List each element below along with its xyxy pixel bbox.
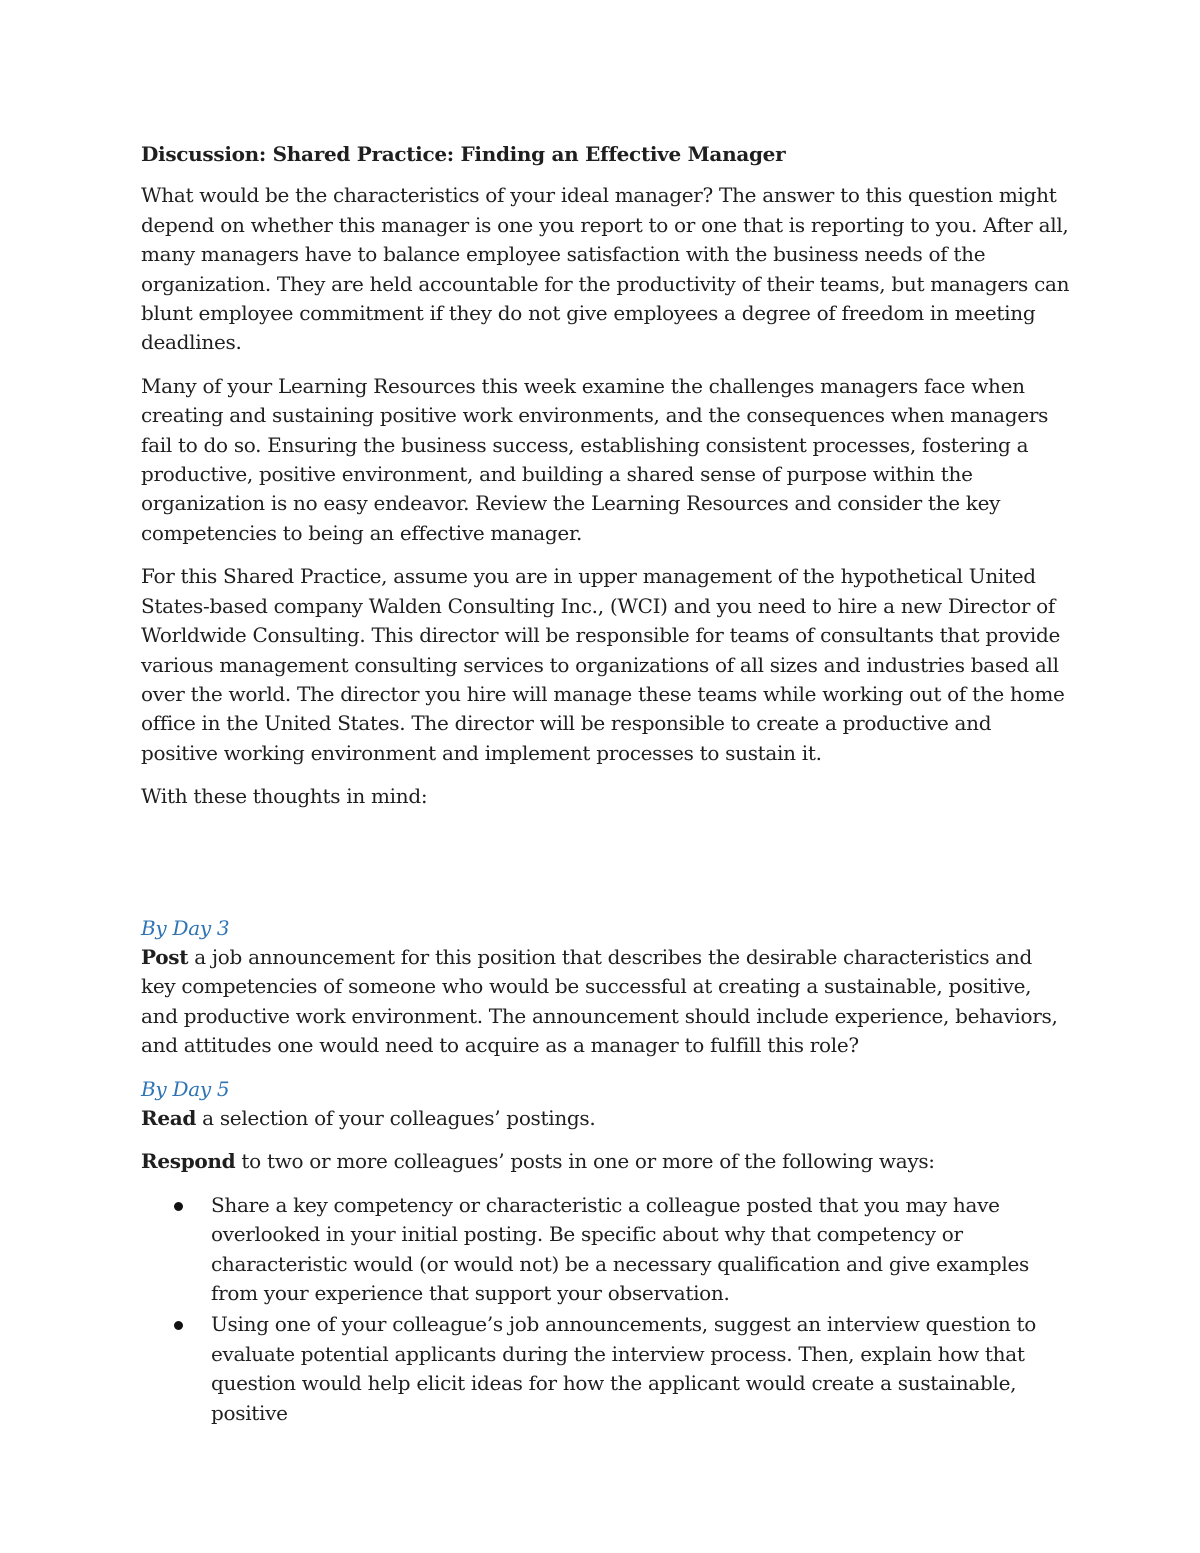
day5-respond <box>141 1147 1071 1176</box>
intro-paragraph-4: With these thoughts in mind: <box>141 784 428 809</box>
list-item-text: Using one of your colleague’s job announcements, suggest an interview question to evaluate potential applicants during the interview process. Then, explain how that question would help elicit ideas for how the applicant would create a sustainable, positive <box>211 1312 1036 1425</box>
intro-paragraph-3: For this Shared Practice, assume you are in upper management of the hypothetical United States-based company Walden Consulting Inc., (WCI) and you need to hire a new Director of Worldwide Consulting. This director will be responsible for teams of consultants that provide various management consulting services to organizations of all sizes and industries based all over the world. The director you hire will manage these teams while working out of the home office in the United States. The director will be responsible to create a productive and positive working environment and implement processes to sustain it. <box>141 564 1065 765</box>
day3-text: a job announcement for this position that describes the desirable characteristics and key competencies of someone who would be successful at creating a sustainable, positive, and productive work environment. The announcement should include experience, behaviors, and attitudes one would need to acquire as a manager to fulfill this role? <box>141 944 1058 1058</box>
list-item <box>141 1191 1071 1309</box>
day5-heading: By Day 5 <box>141 1076 230 1101</box>
document-page <box>141 140 1071 1430</box>
response-options-list <box>141 1191 1071 1428</box>
bullet-icon <box>174 1321 183 1330</box>
document-title: Discussion: Shared Practice: Finding an Effective Manager <box>141 142 786 166</box>
day3-lead: Post <box>141 944 189 969</box>
day5-respond-lead: Respond <box>141 1149 236 1174</box>
day5-read-lead: Read <box>141 1105 197 1130</box>
intro-paragraph-2: Many of your Learning Resources this week examine the challenges managers face when creating and sustaining positive work environments, and the consequences when managers fail to do so. Ensuring the business success, establishing consistent processes, fostering a productive, positive environment, and building a shared sense of purpose within the organization is no easy endeavor. Review the Learning Resources and consider the key competencies to being an effective manager. <box>141 373 1049 545</box>
intro-paragraph-1: What would be the characteristics of your ideal manager? The answer to this question might depend on whether this manager is one you report to or one that is reporting to you. After all, many managers have to balance employee satisfaction with the business needs of the organization. They are held accountable for the productivity of their teams, but managers can blunt employee commitment if they do not give employees a degree of freedom in meeting deadlines. <box>141 183 1070 355</box>
day5-read-text: a selection of your colleagues’ postings. <box>196 1105 596 1130</box>
list-item-text: Share a key competency or characteristic a colleague posted that you may have overlooked in your initial posting. Be specific about why that competency or characteristic would (or would not) be a necessary qualification and give examples from your experience that support your observation. <box>211 1192 1029 1305</box>
list-item <box>141 1310 1071 1428</box>
spacer <box>141 826 1071 914</box>
bullet-icon <box>174 1202 183 1211</box>
day5-respond-text: to two or more colleagues’ posts in one or more of the following ways: <box>235 1149 935 1174</box>
day3-heading: By Day 3 <box>141 915 230 940</box>
day5-section <box>141 1075 1071 1134</box>
day3-section <box>141 914 1071 1061</box>
